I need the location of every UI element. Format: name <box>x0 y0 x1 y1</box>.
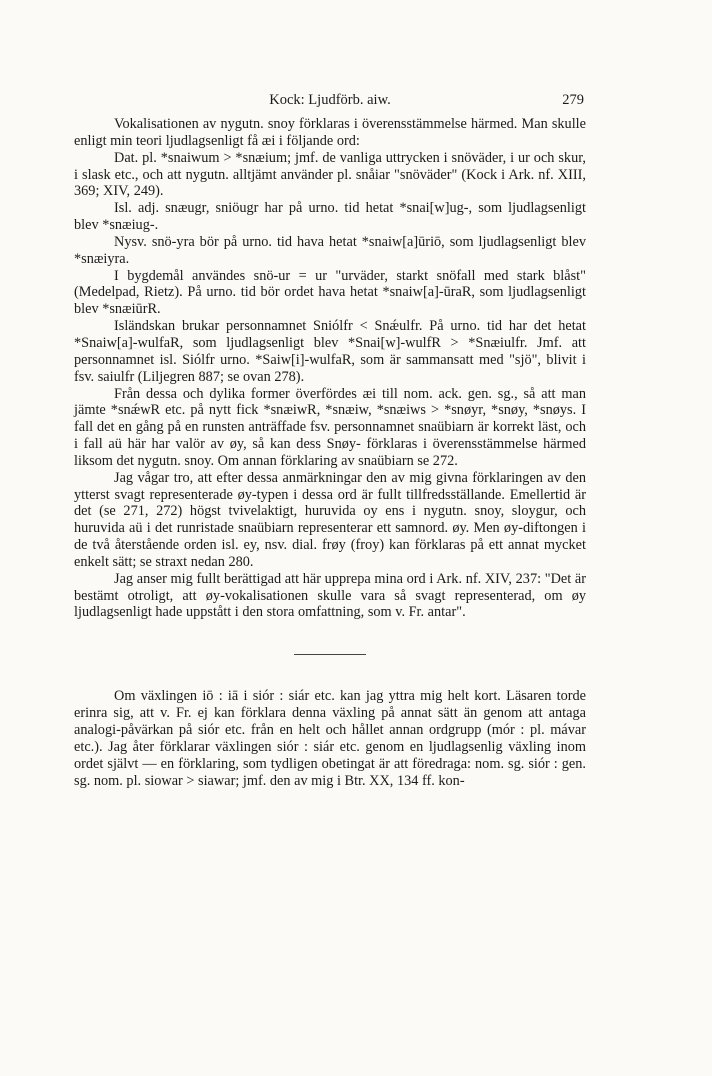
paragraph-islandskan: Isländskan brukar personnamnet Sniólfr < Snǽulfr. På urno. tid har det hetat *Snaiw[a]-wulfaR, som ljudlagsenligt blev *Snai[w]-wulfR > *Snæiulfr. Jmf. att personnamnet isl. Siólfr urno. *Saiw[i]-wulfaR, som är sammansatt med "sjö", blivit i fsv. saiulfr (Liljegren 887; se ovan 278). <box>74 318 586 385</box>
book-page <box>74 92 586 789</box>
section-divider <box>294 654 366 655</box>
paragraph-nysv: Nysv. snö-yra bör på urno. tid hava hetat *snaiw[a]ūriō, som ljudlagsenligt blev *snæiyra. <box>74 233 586 267</box>
paragraph-isl-adj: Isl. adj. snæugr, sniöugr har på urno. tid hetat *snai[w]ug-, som ljudlagsenligt blev *snæiug-. <box>74 200 586 234</box>
running-title: Kock: Ljudförb. aiw. <box>269 92 391 108</box>
paragraph-jag-vagar: Jag vågar tro, att efter dessa anmärkningar den av mig givna förklaringen av den ytterst svagt representerade øy-typen i dessa ord är fullt tillfredsställande. Emellertid är det (se 271, 272) högst tvivelaktigt, huruvida oy ens i nygutn. snoy, sloygur, och huruvida aü i det runristade snaübiarn representerar ett samnord. øy. Men øy-diftongen i de två återstående orden isl. ey, nsv. dial. frøy (froy) kan förklaras på ett annat mycket enkelt sätt; se straxt nedan 280. <box>74 469 586 570</box>
paragraph-fran-dessa: Från dessa och dylika former överfördes æi till nom. ack. gen. sg., så att man jämte *snǽwR etc. på nytt fick *snæiwR, *snæiw, *snæiws > *snøyr, *snøy, *snøys. I fall det en gång på en runsten anträffade fsv. personnamnet snaübiarn är korrekt läst, och i fall aü här har valör av øy, så kan dess Snøy- förklaras i överensstämmelse härmed liksom det nygutn. snoy. Om annan förklaring av snaübiarn se 272. <box>74 385 586 469</box>
running-head <box>74 92 586 112</box>
paragraph-jag-anser: Jag anser mig fullt berättigad att här upprepa mina ord i Ark. nf. XIV, 237: "Det är bestämt otroligt, att øy-vokalisationen skulle vara så svagt representerad, om øy ljudlagsenligt hade uppstått i den stora omfattning, som v. Fr. antar". <box>74 570 586 621</box>
page-number: 279 <box>562 92 584 108</box>
paragraph-vokalisationen: Vokalisationen av nygutn. snoy förklaras i överensstämmelse härmed. Man skulle enligt min teori ljudlagsenligt få æi i följande ord: <box>74 116 586 149</box>
paragraph-vaxlingen: Om växlingen iō : iā i siór : siár etc. kan jag yttra mig helt kort. Läsaren torde erinra sig, att v. Fr. ej kan förklara denna växling på annat sätt än genom att antaga analogi-påvärkan på siór etc. från en helt och hållet annan ordgrupp (mór : pl. mávar etc.). Jag åter förklarar växlingen siór : siár etc. genom en ljudlagsenlig växling inom ordet självt — en förklaring, som tydligen obetingat är att föredraga: nom. sg. siór : gen. sg. nom. pl. siowar > siawar; jmf. den av mig i Btr. XX, 134 ff. kon- <box>74 688 586 789</box>
paragraph-bygdemal: I bygdemål användes snö-ur = ur "urväder, starkt snöfall med stark blåst" (Medelpad, Rietz). På urno. tid bör ordet hava hetat *snaiw[a]-ūraR, som ljudlagsenligt blev *snæiūrR. <box>74 267 586 318</box>
paragraph-dat-pl: Dat. pl. *snaiwum > *snæium; jmf. de vanliga uttrycken i snöväder, i ur och skur, i slask etc., och att nygutn. alltjämt använder pl. snåiar "snöväder" (Kock i Ark. nf. XIII, 369; XIV, 249). <box>74 149 586 200</box>
